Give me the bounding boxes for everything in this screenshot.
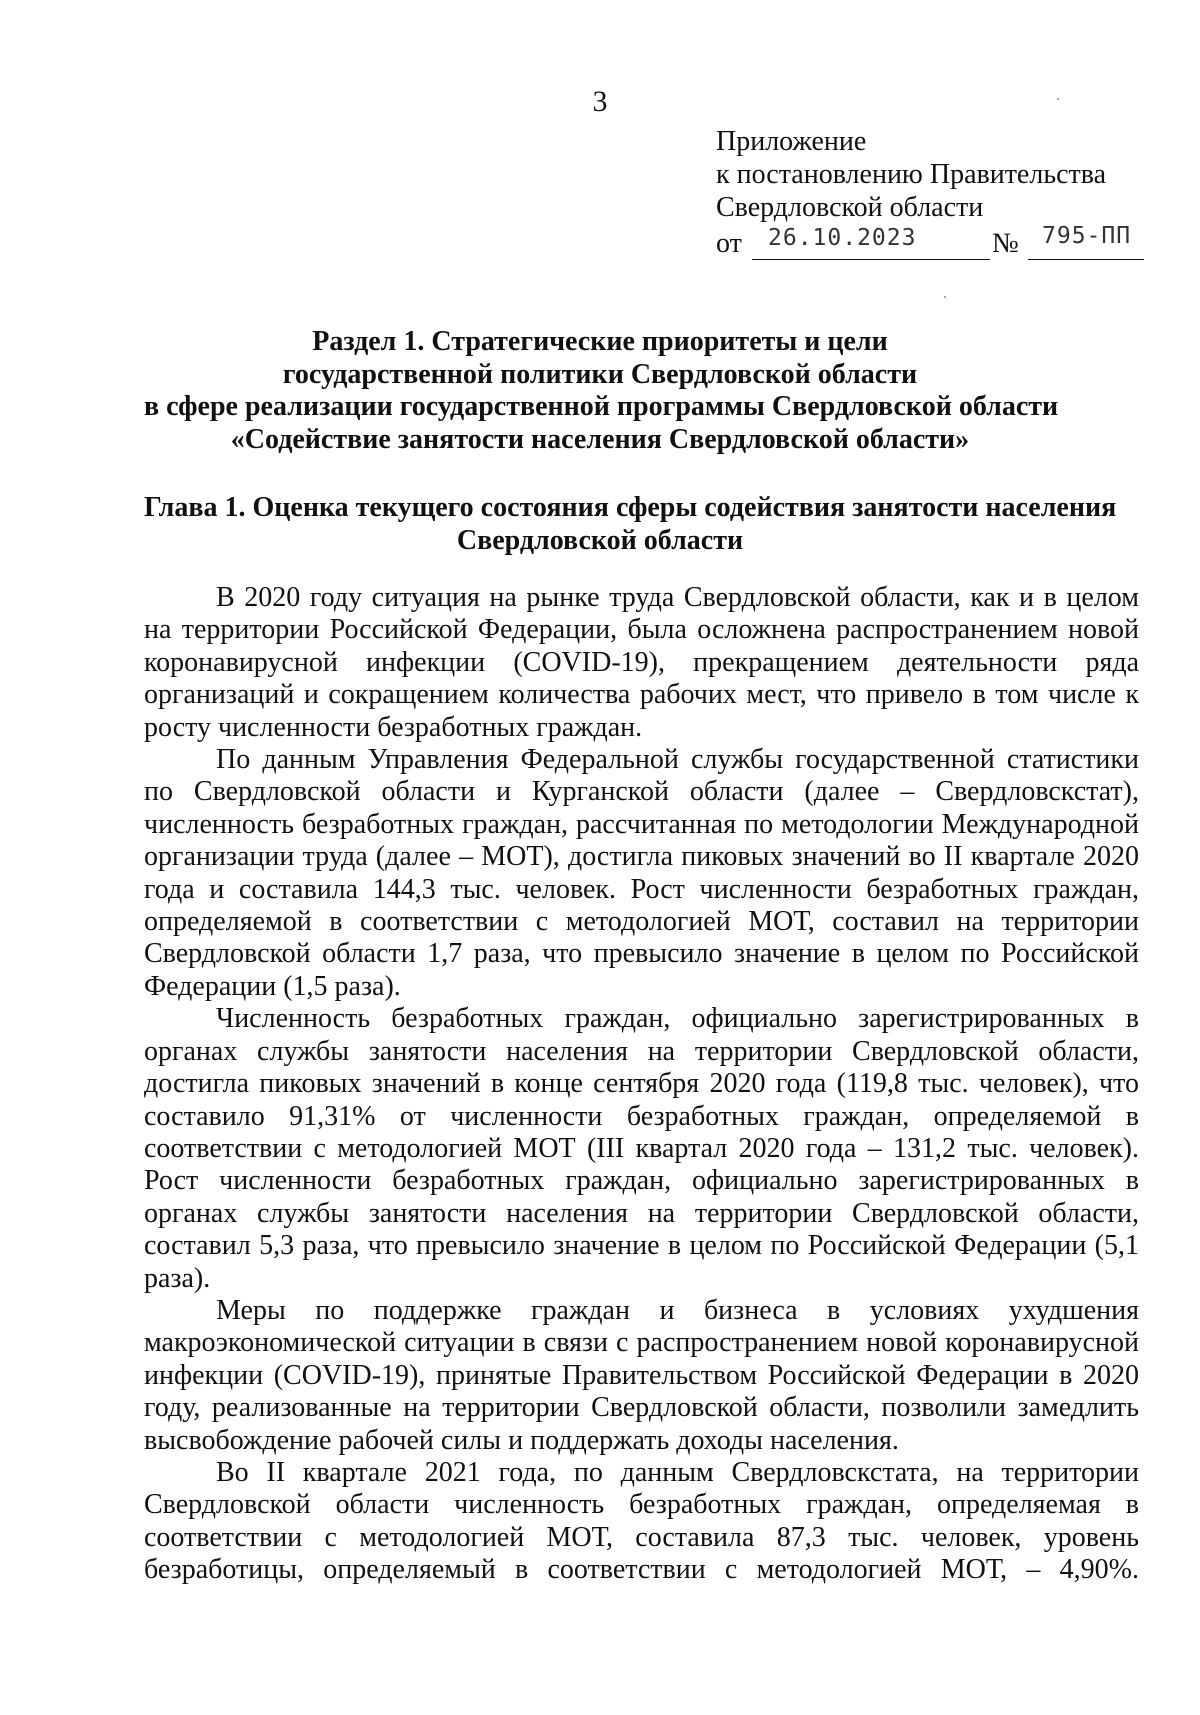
chapter-heading	[144, 492, 1117, 557]
appendix-region: Свердловской области	[716, 192, 984, 223]
number-underline	[1028, 259, 1144, 260]
scan-speck	[944, 296, 946, 298]
decree-date: 26.10.2023	[768, 225, 917, 251]
chapter-heading-line: Глава 1. Оценка текущего состояния сферы содействия занятости населения	[144, 492, 1117, 523]
scan-speck	[1057, 98, 1059, 100]
number-label: №	[992, 228, 1019, 259]
section-heading	[144, 326, 1059, 456]
paragraph: По данным Управления Федеральной службы государственной статистики по Свердловской области и Курганской области (далее – Свердловскстат), численность безработных граждан, рассчитанная по методологии Международной организации труда (далее – МОТ), достигла пиковых значений во II квартале 2020 года и составила 144,3 тыс. человек. Рост численности безработных граждан, определяемой в соответствии с методологией МОТ, составил на территории Свердловской области 1,7 раза, что превысило значение в целом по Российской Федерации (1,5 раза).	[144, 744, 1139, 1002]
date-underline	[752, 259, 990, 260]
paragraph: Меры по поддержке граждан и бизнеса в условиях ухудшения макроэкономической ситуации в связи с распространением новой коронавирусной инфекции (COVID-19), принятые Правительством Российской Федерации в 2020 году, реализованные на территории Свердловской области, позволили замедлить высвобождение рабочей силы и поддержать доходы населения.	[144, 1294, 1139, 1456]
date-prefix: от	[716, 228, 742, 259]
chapter-heading-line: Свердловской области	[456, 524, 744, 556]
section-heading-line: «Содействие занятости населения Свердловской области»	[230, 423, 970, 455]
appendix-reference: к постановлению Правительства	[716, 159, 1107, 190]
page-number: 3	[592, 85, 608, 118]
appendix-title: Приложение	[716, 126, 867, 157]
section-heading-line: государственной политики Свердловской области	[282, 358, 918, 390]
appendix-block	[716, 125, 1132, 264]
paragraph: Численность безработных граждан, официально зарегистрированных в органах службы занятости населения на территории Свердловской области, достигла пиковых значений в конце сентября 2020 года (119,8 тыс. человек), что составило 91,31% от численности безработных граждан, определяемой в соответствии с методологией МОТ (III квартал 2020 года – 131,2 тыс. человек). Рост численности безработных граждан, официально зарегистрированных в органах службы занятости населения на территории Свердловской области, составил 5,3 раза, что превысило значение в целом по Российской Федерации (5,1 раза).	[144, 1003, 1139, 1294]
body-text	[144, 582, 1139, 1587]
paragraph: Во II квартале 2021 года, по данным Свердловскстата, на территории Свердловской области численность безработных граждан, определяемая в соответствии с методологией МОТ, составила 87,3 тыс. человек, уровень безработицы, определяемый в соответствии с методологией МОТ, – 4,90%.	[144, 1456, 1139, 1586]
section-heading-line: Раздел 1. Стратегические приоритеты и цели	[312, 326, 888, 357]
paragraph: В 2020 году ситуация на рынке труда Свердловской области, как и в целом на территории Российской Федерации, была осложнена распространением новой коронавирусной инфекции (COVID-19), прекращением деятельности ряда организаций и сокращением количества рабочих мест, что привело в том числе к росту численности безработных граждан.	[144, 582, 1139, 743]
section-heading-line: в сфере реализации государственной программы Свердловской области	[144, 391, 1059, 422]
decree-number: 795-ПП	[1042, 223, 1132, 249]
decree-date-number-row	[716, 223, 1132, 264]
